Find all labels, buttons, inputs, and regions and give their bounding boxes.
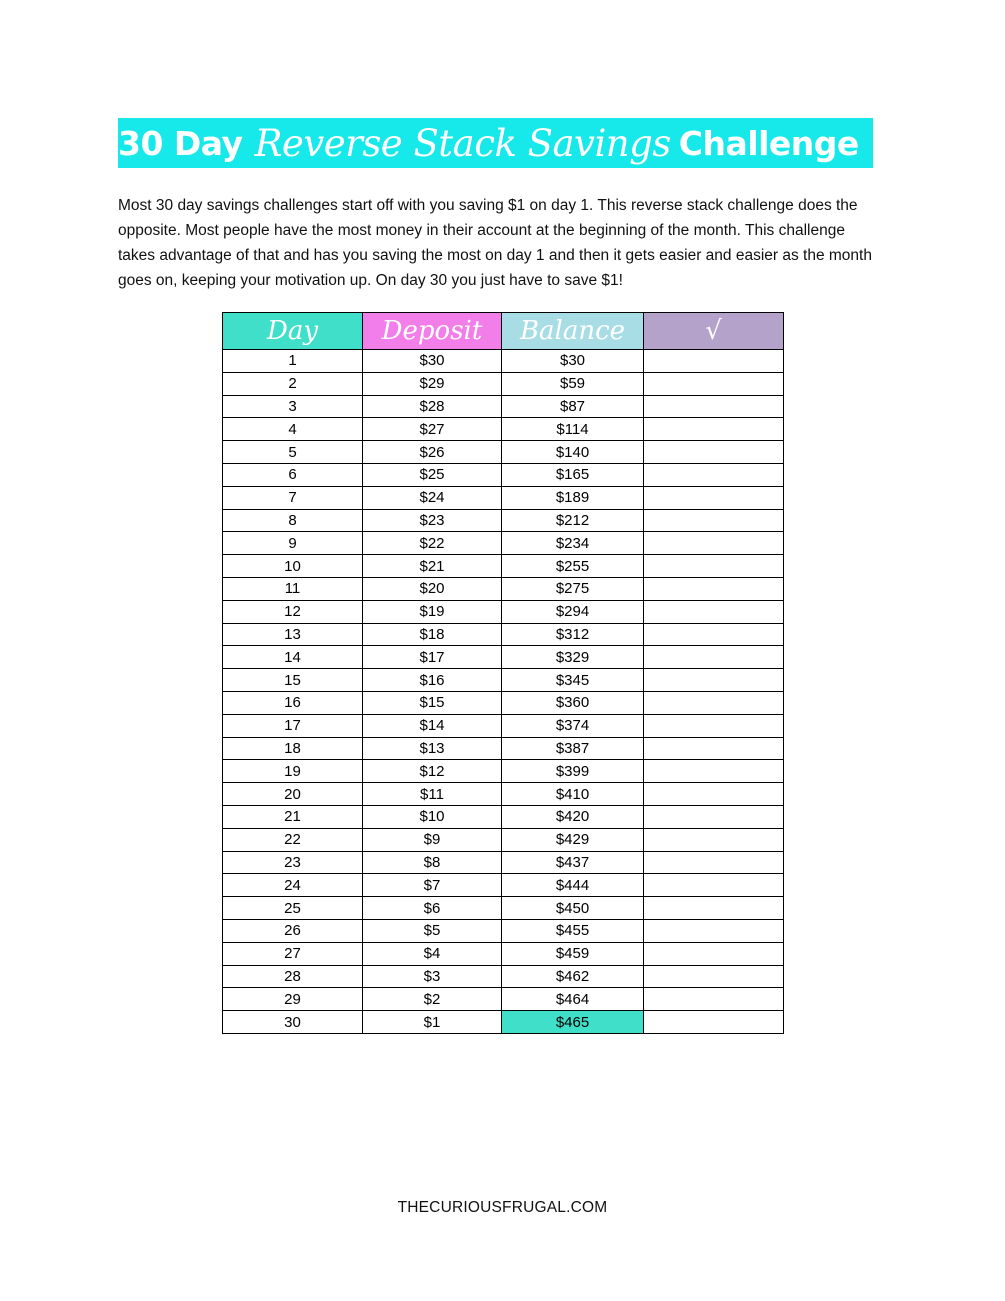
cell-deposit: $26 xyxy=(363,441,502,464)
table-body xyxy=(223,350,784,1034)
cell-checkbox[interactable] xyxy=(644,350,784,373)
cell-deposit: $24 xyxy=(363,486,502,509)
cell-checkbox[interactable] xyxy=(644,737,784,760)
cell-deposit: $25 xyxy=(363,463,502,486)
cell-deposit: $20 xyxy=(363,577,502,600)
cell-balance: $59 xyxy=(502,372,644,395)
cell-deposit: $30 xyxy=(363,350,502,373)
cell-checkbox[interactable] xyxy=(644,441,784,464)
cell-checkbox[interactable] xyxy=(644,395,784,418)
cell-checkbox[interactable] xyxy=(644,623,784,646)
cell-balance: $189 xyxy=(502,486,644,509)
table-row xyxy=(223,919,784,942)
table-row xyxy=(223,372,784,395)
cell-balance: $455 xyxy=(502,919,644,942)
cell-balance: $114 xyxy=(502,418,644,441)
cell-checkbox[interactable] xyxy=(644,714,784,737)
cell-deposit: $12 xyxy=(363,760,502,783)
cell-deposit: $28 xyxy=(363,395,502,418)
table-row xyxy=(223,737,784,760)
cell-deposit: $15 xyxy=(363,691,502,714)
table-row xyxy=(223,828,784,851)
cell-deposit: $29 xyxy=(363,372,502,395)
title-suffix: Challenge xyxy=(678,123,859,163)
table-row xyxy=(223,897,784,920)
cell-day: 19 xyxy=(223,760,363,783)
savings-table xyxy=(222,312,784,1034)
cell-deposit: $16 xyxy=(363,669,502,692)
cell-balance: $459 xyxy=(502,942,644,965)
table-row xyxy=(223,942,784,965)
cell-deposit: $10 xyxy=(363,805,502,828)
cell-deposit: $11 xyxy=(363,783,502,806)
cell-balance: $465 xyxy=(502,1011,644,1034)
cell-checkbox[interactable] xyxy=(644,555,784,578)
cell-deposit: $5 xyxy=(363,919,502,942)
table-row xyxy=(223,646,784,669)
cell-balance: $294 xyxy=(502,600,644,623)
cell-balance: $429 xyxy=(502,828,644,851)
cell-day: 10 xyxy=(223,555,363,578)
cell-balance: $387 xyxy=(502,737,644,760)
cell-checkbox[interactable] xyxy=(644,760,784,783)
cell-balance: $345 xyxy=(502,669,644,692)
cell-deposit: $6 xyxy=(363,897,502,920)
header-check: √ xyxy=(644,313,784,350)
cell-checkbox[interactable] xyxy=(644,965,784,988)
cell-day: 5 xyxy=(223,441,363,464)
cell-deposit: $21 xyxy=(363,555,502,578)
cell-day: 24 xyxy=(223,874,363,897)
cell-day: 17 xyxy=(223,714,363,737)
cell-deposit: $8 xyxy=(363,851,502,874)
cell-day: 18 xyxy=(223,737,363,760)
cell-day: 20 xyxy=(223,783,363,806)
cell-balance: $437 xyxy=(502,851,644,874)
cell-day: 6 xyxy=(223,463,363,486)
table-row xyxy=(223,805,784,828)
header-deposit: Deposit xyxy=(363,313,502,350)
cell-balance: $165 xyxy=(502,463,644,486)
cell-deposit: $14 xyxy=(363,714,502,737)
cell-checkbox[interactable] xyxy=(644,828,784,851)
cell-deposit: $18 xyxy=(363,623,502,646)
table-row xyxy=(223,691,784,714)
table-row xyxy=(223,988,784,1011)
cell-checkbox[interactable] xyxy=(644,783,784,806)
cell-day: 2 xyxy=(223,372,363,395)
cell-day: 30 xyxy=(223,1011,363,1034)
cell-balance: $464 xyxy=(502,988,644,1011)
table-row xyxy=(223,509,784,532)
cell-checkbox[interactable] xyxy=(644,372,784,395)
cell-balance: $212 xyxy=(502,509,644,532)
cell-day: 15 xyxy=(223,669,363,692)
cell-checkbox[interactable] xyxy=(644,988,784,1011)
cell-day: 13 xyxy=(223,623,363,646)
cell-day: 23 xyxy=(223,851,363,874)
table-row xyxy=(223,577,784,600)
cell-day: 25 xyxy=(223,897,363,920)
table-row xyxy=(223,555,784,578)
cell-balance: $234 xyxy=(502,532,644,555)
cell-checkbox[interactable] xyxy=(644,600,784,623)
cell-checkbox[interactable] xyxy=(644,897,784,920)
cell-balance: $255 xyxy=(502,555,644,578)
cell-day: 16 xyxy=(223,691,363,714)
cell-checkbox[interactable] xyxy=(644,669,784,692)
header-day: Day xyxy=(223,313,363,350)
cell-deposit: $2 xyxy=(363,988,502,1011)
title-script: Reverse Stack Savings xyxy=(254,121,671,165)
header-balance: Balance xyxy=(502,313,644,350)
cell-day: 11 xyxy=(223,577,363,600)
cell-day: 7 xyxy=(223,486,363,509)
table-row xyxy=(223,965,784,988)
table-row xyxy=(223,623,784,646)
table-row xyxy=(223,532,784,555)
table-row xyxy=(223,669,784,692)
table-row xyxy=(223,463,784,486)
table-row xyxy=(223,350,784,373)
cell-checkbox[interactable] xyxy=(644,486,784,509)
cell-checkbox[interactable] xyxy=(644,509,784,532)
cell-checkbox[interactable] xyxy=(644,577,784,600)
cell-balance: $450 xyxy=(502,897,644,920)
cell-checkbox[interactable] xyxy=(644,919,784,942)
table-row xyxy=(223,760,784,783)
cell-balance: $399 xyxy=(502,760,644,783)
cell-checkbox[interactable] xyxy=(644,942,784,965)
cell-deposit: $23 xyxy=(363,509,502,532)
cell-balance: $420 xyxy=(502,805,644,828)
cell-balance: $360 xyxy=(502,691,644,714)
cell-checkbox[interactable] xyxy=(644,691,784,714)
cell-day: 22 xyxy=(223,828,363,851)
cell-day: 14 xyxy=(223,646,363,669)
cell-balance: $30 xyxy=(502,350,644,373)
cell-day: 8 xyxy=(223,509,363,532)
cell-balance: $329 xyxy=(502,646,644,669)
cell-day: 1 xyxy=(223,350,363,373)
cell-day: 29 xyxy=(223,988,363,1011)
cell-checkbox[interactable] xyxy=(644,851,784,874)
cell-checkbox[interactable] xyxy=(644,463,784,486)
table-row xyxy=(223,783,784,806)
table-row xyxy=(223,851,784,874)
intro-paragraph: Most 30 day savings challenges start off with you saving $1 on day 1. This reverse stack challenge does the opposite. Most people have the most money in their account at the beginning of the month. This challenge takes advantage of that and has you saving the most on day 1 and then it gets easier and easier as the month goes on, keeping your motivation up. On day 30 you just have to save $1! xyxy=(118,197,872,289)
cell-checkbox[interactable] xyxy=(644,646,784,669)
cell-checkbox[interactable] xyxy=(644,805,784,828)
cell-balance: $87 xyxy=(502,395,644,418)
cell-balance: $374 xyxy=(502,714,644,737)
table-row xyxy=(223,395,784,418)
cell-checkbox[interactable] xyxy=(644,532,784,555)
cell-day: 3 xyxy=(223,395,363,418)
cell-deposit: $27 xyxy=(363,418,502,441)
table-row xyxy=(223,441,784,464)
page-title xyxy=(118,118,873,168)
cell-balance: $140 xyxy=(502,441,644,464)
cell-day: 21 xyxy=(223,805,363,828)
cell-deposit: $13 xyxy=(363,737,502,760)
cell-deposit: $4 xyxy=(363,942,502,965)
cell-balance: $462 xyxy=(502,965,644,988)
table-row xyxy=(223,486,784,509)
cell-deposit: $22 xyxy=(363,532,502,555)
cell-balance: $275 xyxy=(502,577,644,600)
cell-balance: $312 xyxy=(502,623,644,646)
cell-deposit: $3 xyxy=(363,965,502,988)
cell-day: 28 xyxy=(223,965,363,988)
cell-deposit: $19 xyxy=(363,600,502,623)
cell-checkbox[interactable] xyxy=(644,1011,784,1034)
cell-day: 26 xyxy=(223,919,363,942)
title-prefix: 30 Day xyxy=(118,123,243,163)
cell-checkbox[interactable] xyxy=(644,418,784,441)
table-row xyxy=(223,714,784,737)
cell-balance: $410 xyxy=(502,783,644,806)
cell-day: 9 xyxy=(223,532,363,555)
cell-checkbox[interactable] xyxy=(644,874,784,897)
table-row xyxy=(223,418,784,441)
cell-deposit: $1 xyxy=(363,1011,502,1034)
cell-day: 27 xyxy=(223,942,363,965)
table-row xyxy=(223,1011,784,1034)
cell-day: 4 xyxy=(223,418,363,441)
cell-deposit: $9 xyxy=(363,828,502,851)
cell-deposit: $17 xyxy=(363,646,502,669)
table-row xyxy=(223,874,784,897)
table-header-row xyxy=(223,313,784,350)
table-row xyxy=(223,600,784,623)
cell-balance: $444 xyxy=(502,874,644,897)
footer-website: THECURIOUSFRUGAL.COM xyxy=(397,1199,608,1216)
cell-deposit: $7 xyxy=(363,874,502,897)
cell-day: 12 xyxy=(223,600,363,623)
